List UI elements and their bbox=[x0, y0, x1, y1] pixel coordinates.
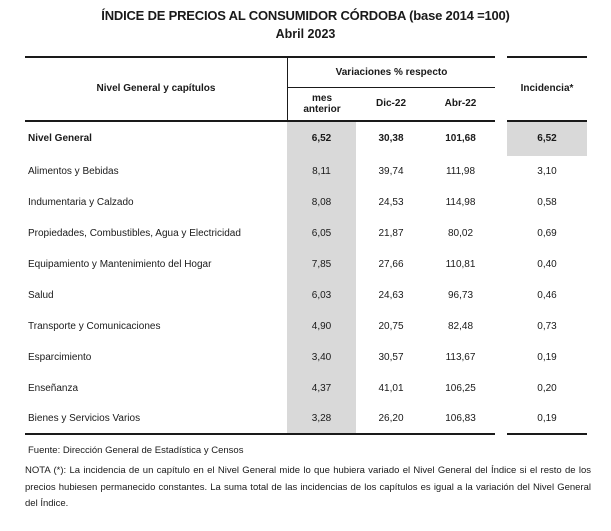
cell-abr-22: 106,25 bbox=[445, 382, 476, 394]
cell-mes-anterior: 4,37 bbox=[287, 373, 356, 404]
gap-cell bbox=[495, 156, 507, 187]
row-label: Esparcimiento bbox=[28, 351, 92, 363]
row-label: Enseñanza bbox=[28, 382, 79, 394]
cell-mes-anterior: 7,85 bbox=[287, 249, 356, 280]
cell-incidencia: 0,69 bbox=[537, 227, 557, 239]
cell-dic-22: 21,87 bbox=[378, 227, 404, 239]
cell-incidencia: 0,73 bbox=[537, 320, 557, 332]
cell-abr-22: 82,48 bbox=[447, 320, 474, 332]
cell-abr-22: 106,83 bbox=[426, 404, 495, 435]
cell-abr-22: 111,98 bbox=[445, 165, 476, 177]
cell-incidencia: 0,19 bbox=[507, 404, 587, 435]
cell-mes-anterior: 3,40 bbox=[287, 342, 356, 373]
cell-mes-anterior: 8,11 bbox=[287, 156, 356, 187]
page-title: ÍNDICE DE PRECIOS AL CONSUMIDOR CÓRDOBA (base 2014 =100) bbox=[101, 8, 510, 23]
cell-mes-anterior: 8,08 bbox=[287, 187, 356, 218]
cell-abr-22: 110,81 bbox=[445, 258, 476, 270]
cell-mes-anterior: 3,28 bbox=[287, 404, 356, 435]
gap-cell bbox=[495, 404, 507, 435]
cell-abr-22: 96,73 bbox=[447, 289, 474, 301]
column-group-header-variations: Variaciones % respecto bbox=[287, 56, 495, 88]
gap-cell bbox=[495, 280, 507, 311]
cell-dic-22: 26,20 bbox=[356, 404, 426, 435]
gap-cell bbox=[495, 311, 507, 342]
footnote: NOTA (*): La incidencia de un capítulo en el Nivel General mide lo que hubiera variado el Nivel General del Índice si el resto de los precios hubiesen permanecido constantes. La suma total de las incidencias de los capítulos es igual a la variación del Nivel General del Índice. bbox=[25, 465, 591, 510]
cell-incidencia: 6,52 bbox=[507, 122, 587, 156]
row-label: Bienes y Servicios Varios bbox=[25, 404, 287, 435]
cell-incidencia: 3,10 bbox=[537, 165, 557, 177]
cell-incidencia: 0,20 bbox=[537, 382, 557, 394]
column-header-dic-22: Dic-22 bbox=[356, 88, 426, 122]
cell-abr-22: 113,67 bbox=[445, 351, 476, 363]
cell-mes-anterior: 6,03 bbox=[287, 280, 356, 311]
gap-cell bbox=[495, 187, 507, 218]
cell-incidencia: 0,46 bbox=[537, 289, 557, 301]
cell-dic-22: 39,74 bbox=[378, 165, 404, 177]
source-note: Fuente: Dirección General de Estadística y Censos bbox=[28, 445, 244, 456]
cell-abr-22: 80,02 bbox=[447, 227, 474, 239]
cell-incidencia: 0,58 bbox=[537, 196, 557, 208]
gap-cell bbox=[495, 342, 507, 373]
gap-cell bbox=[495, 249, 507, 280]
cell-dic-22: 24,63 bbox=[378, 289, 404, 301]
cell-incidencia: 0,40 bbox=[537, 258, 557, 270]
cell-dic-22: 24,53 bbox=[378, 196, 404, 208]
cell-incidencia: 0,19 bbox=[537, 351, 557, 363]
column-header-mes-anterior: mes anterior bbox=[287, 88, 356, 122]
cpi-table bbox=[25, 56, 587, 435]
cell-dic-22: 41,01 bbox=[378, 382, 404, 394]
row-label: Alimentos y Bebidas bbox=[28, 165, 119, 177]
column-header-abr-22: Abr-22 bbox=[426, 88, 495, 122]
gap-cell bbox=[495, 373, 507, 404]
row-label: Indumentaria y Calzado bbox=[28, 196, 134, 208]
header-gap-column bbox=[495, 56, 507, 122]
cell-dic-22: 27,66 bbox=[378, 258, 404, 270]
row-label: Nivel General bbox=[28, 133, 92, 145]
cell-abr-22: 114,98 bbox=[445, 196, 476, 208]
column-header-incidencia: Incidencia* bbox=[507, 56, 587, 122]
row-label: Transporte y Comunicaciones bbox=[28, 320, 161, 332]
cell-mes-anterior: 6,05 bbox=[287, 218, 356, 249]
cell-dic-22: 30,38 bbox=[378, 133, 404, 145]
cell-mes-anterior: 4,90 bbox=[287, 311, 356, 342]
column-header-chapters: Nivel General y capítulos bbox=[25, 56, 287, 122]
cell-abr-22: 101,68 bbox=[445, 133, 476, 145]
cell-mes-anterior: 6,52 bbox=[287, 122, 356, 156]
cell-dic-22: 20,75 bbox=[378, 320, 404, 332]
row-label: Propiedades, Combustibles, Agua y Electricidad bbox=[28, 227, 241, 239]
row-label: Salud bbox=[28, 289, 54, 301]
gap-cell bbox=[495, 218, 507, 249]
cell-dic-22: 30,57 bbox=[378, 351, 404, 363]
page-subtitle: Abril 2023 bbox=[275, 27, 336, 41]
row-label: Equipamiento y Mantenimiento del Hogar bbox=[28, 258, 212, 270]
gap-cell bbox=[495, 122, 507, 156]
